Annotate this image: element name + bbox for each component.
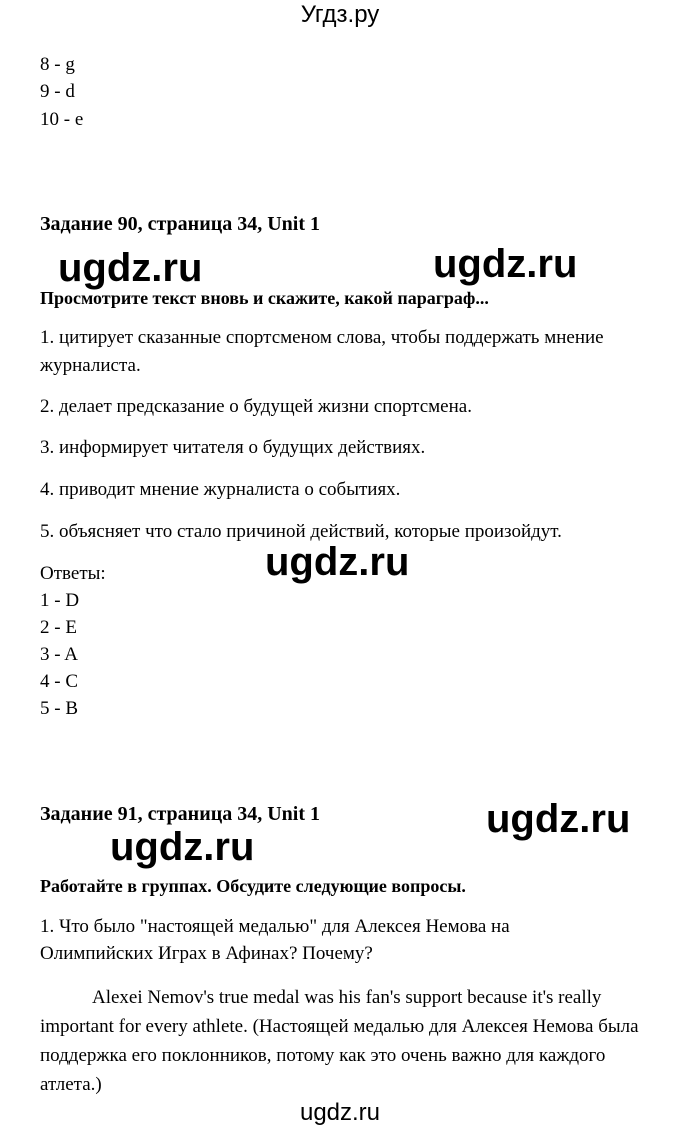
answer-item: 3 - A <box>40 644 78 665</box>
answer-item: 5 - B <box>40 698 78 719</box>
list-item: 3. информирует читателя о будущих действиях. <box>40 437 426 458</box>
task-91-instruction: Работайте в группах. Обсудите следующие вопросы. <box>40 876 466 896</box>
answer-item: 4 - C <box>40 671 78 692</box>
site-title-top: Угдз.ру <box>300 1 380 28</box>
watermark: ugdz.ru <box>110 825 255 869</box>
list-item: 8 - g <box>40 54 75 75</box>
list-item: 10 - e <box>40 109 84 130</box>
task-90-title: Задание 90, страница 34, Unit 1 <box>40 213 321 235</box>
site-footer: ugdz.ru <box>299 1099 381 1126</box>
task-90-instruction: Просмотрите текст вновь и скажите, какой параграф... <box>40 288 489 308</box>
list-item: 1. цитирует сказанные спортсменом слова, чтобы поддержать мнение <box>40 327 604 348</box>
list-item: 9 - d <box>40 81 75 102</box>
task-91-title: Задание 91, страница 34, Unit 1 <box>40 803 321 825</box>
list-item: 5. объясняет что стало причиной действий, которые произойдут. <box>40 521 562 542</box>
task-91-question: 1. Что было "настоящей медалью" для Алексея Немова на <box>40 916 510 937</box>
watermark: ugdz.ru <box>486 797 631 841</box>
watermark: ugdz.ru <box>58 246 203 290</box>
watermark: ugdz.ru <box>265 540 410 584</box>
list-item: 2. делает предсказание о будущей жизни спортсмена. <box>40 396 472 417</box>
task-91-question: Олимпийских Играх в Афинах? Почему? <box>40 943 373 964</box>
answer-item: 1 - D <box>40 590 80 611</box>
list-item: журналиста. <box>40 355 141 376</box>
list-item: 4. приводит мнение журналиста о событиях. <box>40 479 401 500</box>
task-91-answer: Alexei Nemov's true medal was his fan's support because it's really important for every athlete. (Настоящей медалью для Алексея Немова была поддержка его поклонников, потому как это очень важно для каждого атлета.) <box>40 987 639 1095</box>
answer-item: 2 - E <box>40 617 77 638</box>
answers-label: Ответы: <box>40 563 106 584</box>
watermark: ugdz.ru <box>433 242 578 286</box>
